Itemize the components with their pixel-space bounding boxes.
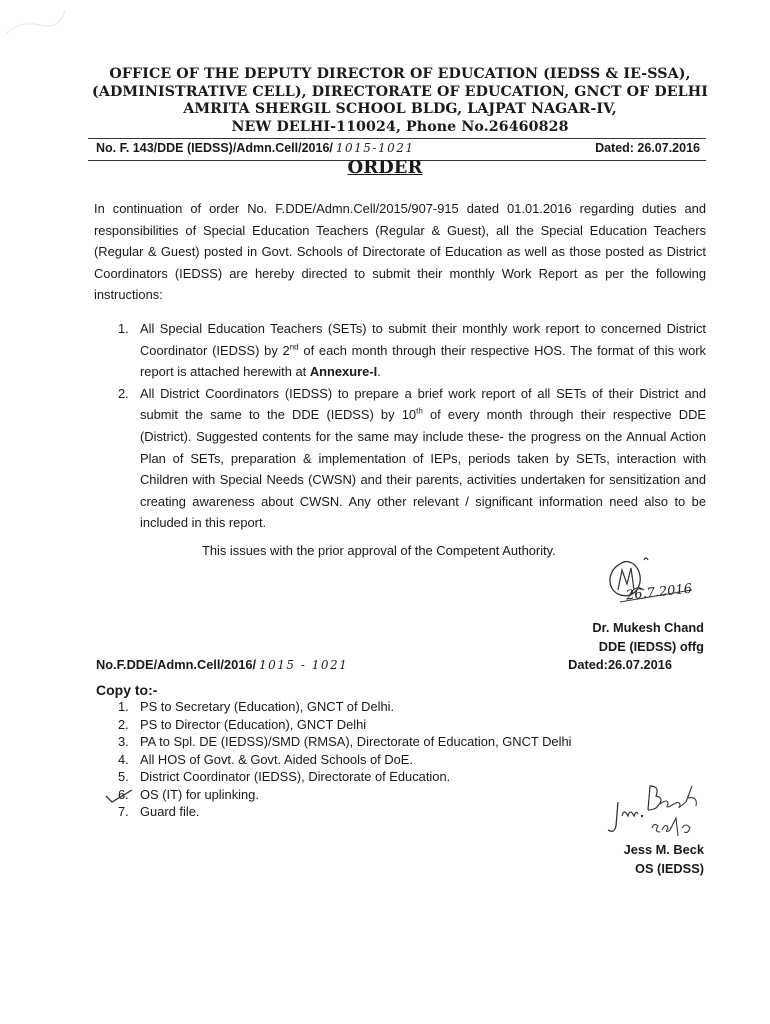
handwritten-signature-date: 26.7.2016 [625, 581, 693, 604]
instruction-text-a: All Special Education Teachers (SETs) to submit their monthly work report to concerned District Coordinator (IEDSS) by 2 [140, 321, 706, 358]
copy-to-item [118, 733, 572, 751]
handwritten-signature-1 [600, 550, 720, 612]
order-title: ORDER [347, 157, 423, 178]
header-line-1: OFFICE OF THE DEPUTY DIRECTOR OF EDUCATION (IEDSS & IE-SSA), [109, 66, 691, 82]
copy-to-item [118, 751, 572, 769]
handwritten-reference-number-2: 1015 - 1021 [259, 658, 349, 672]
reference-date: Dated: 26.07.2016 [595, 141, 700, 155]
signatory-designation: DDE (IEDSS) offg [598, 639, 704, 654]
header-line-4: NEW DELHI-110024, Phone No.26460828 [231, 118, 569, 135]
reference-number-2: No.F.DDE/Admn.Cell/2016/ [96, 657, 256, 672]
copy-to-number: 6. [118, 786, 129, 802]
instruction-item [118, 318, 706, 383]
annexure-label: Annexure-I [309, 364, 378, 380]
scan-smudge [0, 0, 70, 40]
copy-to-item [118, 786, 572, 804]
instructions-list [118, 318, 706, 534]
signatory-name: Dr. Mukesh Chand [592, 620, 704, 635]
ordinal-suffix: nd [289, 342, 299, 352]
copy-to-item [118, 716, 572, 734]
instruction-text-c: . [377, 364, 381, 380]
signatory-name: Jess M. Beck [623, 842, 704, 857]
copy-to-text: OS (IT) for uplinking. [140, 786, 259, 802]
reference-date-2: Dated:26.07.2016 [568, 657, 672, 672]
reference-number-wrap [96, 141, 415, 155]
copy-to-text: PS to Director (Education), GNCT Delhi [140, 716, 367, 732]
copy-to-text: PA to Spl. DE (IEDSS)/SMD (RMSA), Directorate of Education, GNCT Delhi [140, 734, 572, 749]
instruction-item [118, 383, 706, 534]
signatory-block-2 [624, 840, 704, 878]
ordinal-suffix: th [416, 407, 423, 417]
copy-to-item [118, 768, 572, 786]
header-rule-top [88, 138, 706, 139]
signatory-block-1 [592, 618, 704, 656]
copy-to-item [118, 698, 572, 716]
copy-to-number: 7. [118, 804, 129, 819]
copy-to-text: District Coordinator (IEDSS), Directorate of Education. [140, 769, 451, 784]
handwritten-signature-2 [604, 780, 714, 844]
reference-number: No. F. 143/DDE (IEDSS)/Admn.Cell/2016/ [96, 141, 333, 155]
copy-to-number: 1. [118, 699, 129, 714]
instruction-text-b: of each month through their respective HOS. The format of this work report is attached herewith at [140, 342, 706, 380]
copy-to-number: 3. [118, 734, 129, 749]
signature-mukesh-chand [600, 550, 720, 612]
copy-to-number: 2. [118, 716, 129, 732]
copy-to-item [118, 803, 572, 821]
handwritten-tick-icon [104, 787, 134, 805]
copy-to-list [118, 698, 572, 821]
intro-paragraph: In continuation of order No. F.DDE/Admn.Cell/2015/907-915 dated 01.01.2016 regarding duties and responsibilities of Special Education Teachers (Regular & Guest), all the Special Education Teachers (Regular & Guest) posted in Govt. Schools of Directorate of Education as well as those posted as District Coordinators (IEDSS) are hereby directed to submit their monthly Work Report as per the following instructions: [94, 201, 706, 302]
copy-to-heading: Copy to:- [96, 682, 158, 698]
instruction-number: 1. [118, 321, 129, 336]
approval-line: This issues with the prior approval of the Competent Authority. [202, 543, 556, 558]
handwritten-reference-number: 1015-1021 [335, 141, 415, 155]
copy-to-text: PS to Secretary (Education), GNCT of Delhi. [140, 699, 395, 714]
copy-to-text: Guard file. [140, 804, 200, 819]
reference-line-2 [96, 657, 672, 675]
signature-jess-beck [604, 780, 714, 844]
copy-to-number: 4. [118, 751, 129, 767]
copy-to-text: All HOS of Govt. & Govt. Aided Schools of DoE. [140, 751, 413, 767]
instruction-number: 2. [118, 385, 129, 401]
header-line-2: (ADMINISTRATIVE CELL), DIRECTORATE OF EDUCATION, GNCT OF DELHI [92, 83, 708, 100]
copy-to-number: 5. [118, 769, 129, 784]
reference-number-2-wrap [96, 657, 348, 672]
signatory-designation: OS (IEDSS) [635, 861, 704, 876]
header-line-3: AMRITA SHERGIL SCHOOL BLDG, LAJPAT NAGAR-IV, [183, 101, 617, 117]
instruction-text-a: All District Coordinators (IEDSS) to prepare a brief work report of all SETs of their District and submit the same to the DDE (IEDSS) by 10 [140, 385, 706, 423]
office-header [80, 66, 720, 136]
instruction-text-b: of every month through their respective DDE (District). Suggested contents for the same may include these- the progress on the Annual Action Plan of SETs, preparation & implementation of IEPs, periods taken by SETs, interaction with Children with Special Needs (CWSN) and their parents, activities undertaken for sensitization and creating awareness about CWSN. Any other relevant / significant information need also to be included in this report. [140, 407, 707, 531]
